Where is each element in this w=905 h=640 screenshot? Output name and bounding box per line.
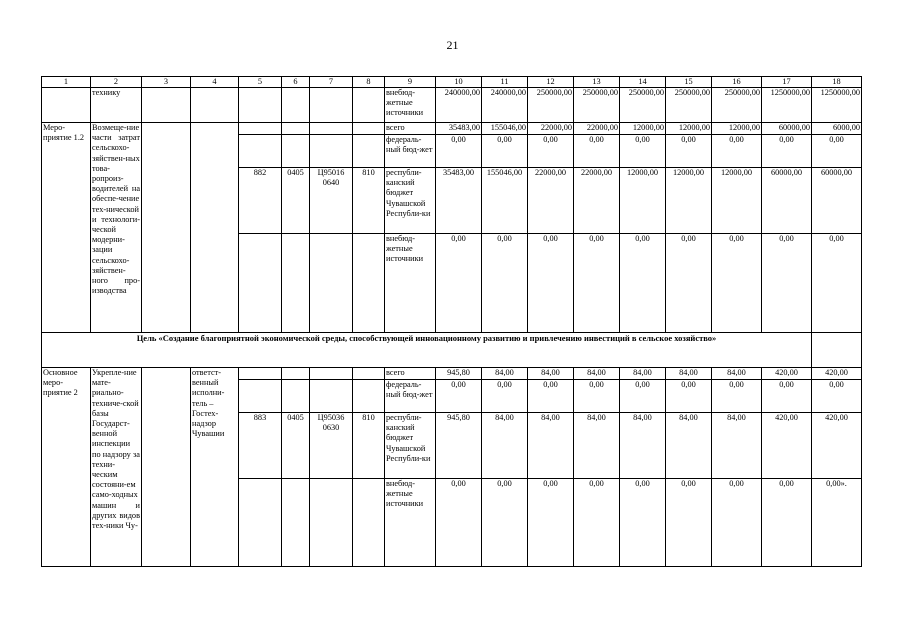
- column-header: 11: [482, 77, 528, 88]
- value-cell: 12000,00: [712, 168, 762, 234]
- value-cell: 0,00: [620, 479, 666, 567]
- value-cell: 0,00: [482, 234, 528, 333]
- column-header: 15: [666, 77, 712, 88]
- column-header: 6: [282, 77, 310, 88]
- value-cell: 12000,00: [666, 168, 712, 234]
- value-cell: 84,00: [666, 368, 712, 380]
- table-cell: [282, 88, 310, 123]
- table-cell: 810: [353, 168, 385, 234]
- column-header: 17: [762, 77, 812, 88]
- event-name-cell: Возмеще-ние части затрат сельскохо-зяйствен-ных това-ропроиз-водителей на обеспе-чение тех-нической и технологи-ческой модерни-зации сельскохо-зяйствен-ного про-изводства: [91, 123, 142, 333]
- value-cell: 22000,00: [574, 168, 620, 234]
- value-cell: 84,00: [528, 413, 574, 479]
- column-header: 5: [239, 77, 282, 88]
- table-cell: [191, 88, 239, 123]
- column-header: 18: [812, 77, 862, 88]
- value-cell: 35483,00: [436, 168, 482, 234]
- table-row: [42, 88, 862, 123]
- value-cell: 0,00: [620, 135, 666, 168]
- value-cell: 0,00: [712, 479, 762, 567]
- table-cell: [282, 135, 310, 168]
- value-cell: 0,00: [574, 234, 620, 333]
- value-cell: 0,00: [762, 234, 812, 333]
- value-cell: 250000,00: [574, 88, 620, 123]
- value-cell: 0,00: [812, 380, 862, 413]
- value-cell: 22000,00: [574, 123, 620, 135]
- table-cell: [239, 380, 282, 413]
- source-cell: республи-канский бюджет Чувашской Республи-ки: [385, 413, 436, 479]
- table-cell: [282, 380, 310, 413]
- table-cell: [282, 368, 310, 380]
- value-cell: 420,00: [812, 413, 862, 479]
- value-cell: 0,00: [812, 135, 862, 168]
- value-cell: 0,00: [436, 234, 482, 333]
- table-cell: [239, 135, 282, 168]
- value-cell: 0,00: [712, 234, 762, 333]
- value-cell: 0,00: [666, 135, 712, 168]
- value-cell: 0,00: [666, 479, 712, 567]
- table-cell: [310, 88, 353, 123]
- value-cell: 0,00: [482, 479, 528, 567]
- value-cell: 84,00: [712, 368, 762, 380]
- value-cell: 250000,00: [712, 88, 762, 123]
- value-cell: 84,00: [528, 368, 574, 380]
- value-cell: 0,00: [528, 479, 574, 567]
- table-cell: [239, 368, 282, 380]
- table-cell: [142, 88, 191, 123]
- value-cell: 84,00: [620, 368, 666, 380]
- value-cell: 1250000,00: [812, 88, 862, 123]
- column-header: 12: [528, 77, 574, 88]
- value-cell: 0,00: [712, 135, 762, 168]
- value-cell: 0,00: [666, 234, 712, 333]
- value-cell: 155046,00: [482, 123, 528, 135]
- column-number-row: [42, 77, 862, 88]
- table-cell: [239, 123, 282, 135]
- table-cell: [282, 123, 310, 135]
- value-cell: 84,00: [666, 413, 712, 479]
- value-cell: 0,00: [436, 135, 482, 168]
- column-header: 13: [574, 77, 620, 88]
- column-header: 1: [42, 77, 91, 88]
- value-cell: 12000,00: [620, 168, 666, 234]
- value-cell: 155046,00: [482, 168, 528, 234]
- value-cell: 6000,00: [812, 123, 862, 135]
- table-cell: [191, 123, 239, 333]
- value-cell: 60000,00: [762, 168, 812, 234]
- value-cell: 945,80: [436, 368, 482, 380]
- table-cell: [353, 380, 385, 413]
- value-cell: 240000,00: [436, 88, 482, 123]
- table-cell: 810: [353, 413, 385, 479]
- value-cell: 1250000,00: [762, 88, 812, 123]
- column-header: 16: [712, 77, 762, 88]
- value-cell: 0,00: [482, 135, 528, 168]
- table-cell: Ц95036 0630: [310, 413, 353, 479]
- value-cell: 250000,00: [666, 88, 712, 123]
- table-row: [42, 368, 862, 380]
- responsible-cell: ответст-венный исполни-тель – Гостех-надзор Чувашии: [191, 368, 239, 567]
- source-cell: федераль-ный бюд-жет: [385, 135, 436, 168]
- table-cell: [310, 368, 353, 380]
- column-header: 10: [436, 77, 482, 88]
- column-header: 9: [385, 77, 436, 88]
- table-cell: [310, 234, 353, 333]
- event-id-cell: Основное меро-приятие 2: [42, 368, 91, 567]
- table-cell: [239, 234, 282, 333]
- value-cell: 22000,00: [528, 123, 574, 135]
- value-cell: 0,00: [528, 234, 574, 333]
- value-cell: 22000,00: [528, 168, 574, 234]
- column-header: 4: [191, 77, 239, 88]
- value-cell: 0,00: [666, 380, 712, 413]
- event-id-cell: Меро-приятие 1.2: [42, 123, 91, 333]
- value-cell: 0,00».: [812, 479, 862, 567]
- table-cell: [353, 123, 385, 135]
- value-cell: 0,00: [436, 479, 482, 567]
- value-cell: 0,00: [620, 380, 666, 413]
- table-cell: [353, 368, 385, 380]
- column-header: 2: [91, 77, 142, 88]
- value-cell: 0,00: [812, 234, 862, 333]
- table-cell: [310, 123, 353, 135]
- table-cell: [812, 333, 862, 368]
- value-cell: 0,00: [712, 380, 762, 413]
- table-cell: [310, 479, 353, 567]
- source-cell: всего: [385, 123, 436, 135]
- source-cell: внебюд-жетные источники: [385, 88, 436, 123]
- value-cell: 12000,00: [712, 123, 762, 135]
- goal-heading: Цель «Создание благоприятной экономической среды, способствующей инновационному развитию и привлечению инвестиций в сельское хозяйство»: [42, 333, 812, 368]
- value-cell: 84,00: [482, 368, 528, 380]
- value-cell: 60000,00: [762, 123, 812, 135]
- table-cell: 882: [239, 168, 282, 234]
- program-table: [41, 76, 862, 567]
- value-cell: 60000,00: [812, 168, 862, 234]
- table-cell: 0405: [282, 168, 310, 234]
- table-cell: [42, 88, 91, 123]
- value-cell: 420,00: [762, 368, 812, 380]
- value-cell: 84,00: [574, 368, 620, 380]
- goal-row: [42, 333, 862, 368]
- source-cell: внебюд-жетные источники: [385, 234, 436, 333]
- value-cell: 0,00: [528, 380, 574, 413]
- table-cell: [282, 479, 310, 567]
- table-cell: [239, 88, 282, 123]
- value-cell: 84,00: [574, 413, 620, 479]
- value-cell: 84,00: [712, 413, 762, 479]
- value-cell: 12000,00: [666, 123, 712, 135]
- table-cell: [142, 123, 191, 333]
- value-cell: 84,00: [482, 413, 528, 479]
- page-number: 21: [446, 38, 459, 52]
- value-cell: 0,00: [436, 380, 482, 413]
- value-cell: 240000,00: [482, 88, 528, 123]
- value-cell: 250000,00: [620, 88, 666, 123]
- source-cell: всего: [385, 368, 436, 380]
- column-header: 8: [353, 77, 385, 88]
- value-cell: 0,00: [482, 380, 528, 413]
- value-cell: 0,00: [620, 234, 666, 333]
- table-cell: [282, 234, 310, 333]
- table-cell: [353, 234, 385, 333]
- value-cell: 0,00: [574, 135, 620, 168]
- value-cell: 250000,00: [528, 88, 574, 123]
- table-cell: [142, 368, 191, 567]
- column-header: 3: [142, 77, 191, 88]
- table-cell: [239, 479, 282, 567]
- table-cell: [310, 135, 353, 168]
- source-cell: республи-канский бюджет Чувашской Республи-ки: [385, 168, 436, 234]
- value-cell: 0,00: [528, 135, 574, 168]
- table-cell: Ц95016 0640: [310, 168, 353, 234]
- value-cell: 0,00: [574, 479, 620, 567]
- table-cell: [353, 135, 385, 168]
- value-cell: 945,80: [436, 413, 482, 479]
- table-cell: технику: [91, 88, 142, 123]
- source-cell: внебюд-жетные источники: [385, 479, 436, 567]
- source-cell: федераль-ный бюд-жет: [385, 380, 436, 413]
- value-cell: 0,00: [762, 135, 812, 168]
- value-cell: 84,00: [620, 413, 666, 479]
- value-cell: 420,00: [812, 368, 862, 380]
- table-row: [42, 123, 862, 135]
- value-cell: 0,00: [574, 380, 620, 413]
- value-cell: 35483,00: [436, 123, 482, 135]
- table-cell: 0405: [282, 413, 310, 479]
- table-cell: 883: [239, 413, 282, 479]
- value-cell: 0,00: [762, 380, 812, 413]
- column-header: 7: [310, 77, 353, 88]
- value-cell: 12000,00: [620, 123, 666, 135]
- table-cell: [353, 88, 385, 123]
- value-cell: 420,00: [762, 413, 812, 479]
- table-cell: [353, 479, 385, 567]
- column-header: 14: [620, 77, 666, 88]
- event-name-cell: Укрепле-ние мате-риально-техниче-ской базы Государст-венной инспекции по надзору за техни-ческим состояни-ем само-ходных машин и других видов тех-ники Чу-: [91, 368, 142, 567]
- table-cell: [310, 380, 353, 413]
- value-cell: 0,00: [762, 479, 812, 567]
